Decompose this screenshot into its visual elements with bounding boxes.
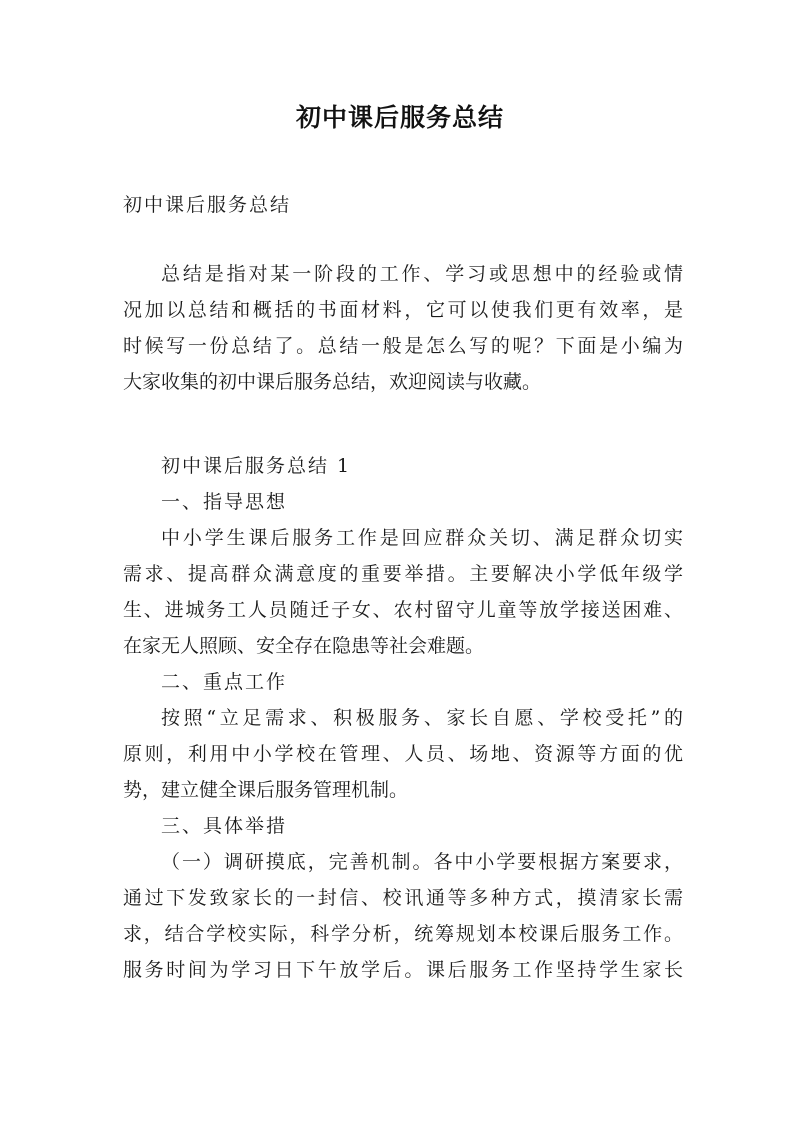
section-1 — [123, 448, 683, 988]
paragraph-line: 服务时间为学习日下午放学后。课后服务工作坚持学生家长 — [123, 959, 683, 981]
paragraph-line: 时候写一份总结了。总结一般是怎么写的呢？下面是小编为 — [123, 335, 683, 357]
heading-guiding-ideology: 一、指导思想 — [161, 491, 288, 513]
paragraph-line: 求，结合学校实际，科学分析，统筹规划本校课后服务工作。 — [123, 923, 683, 945]
paragraph-line: 通过下发致家长的一封信、校讯通等多种方式，摸清家长需 — [123, 887, 683, 909]
paragraph-line: （一）调研摸底，完善机制。各中小学要根据方案要求， — [161, 851, 683, 873]
paragraph-line: 大家收集的初中课后服务总结，欢迎阅读与收藏。 — [123, 371, 542, 393]
section-title: 初中课后服务总结 1 — [161, 455, 352, 477]
paragraph-line: 需求、提高群众满意度的重要举措。主要解决小学低年级学 — [123, 563, 683, 585]
heading-specific-measures: 三、具体举措 — [161, 815, 288, 837]
paragraph-line: 生、进城务工人员随迁子女、农村留守儿童等放学接送困难、 — [123, 599, 683, 621]
paragraph-line: 势，建立健全课后服务管理机制。 — [123, 779, 409, 801]
document-title: 初中课后服务总结 — [295, 103, 504, 132]
intro-paragraph — [123, 256, 683, 400]
paragraph-line: 总结是指对某一阶段的工作、学习或思想中的经验或情 — [161, 263, 683, 285]
paragraph-line: 按照“立足需求、积极服务、家长自愿、学校受托”的 — [161, 707, 683, 729]
paragraph-line: 中小学生课后服务工作是回应群众关切、满足群众切实 — [161, 527, 683, 549]
heading-key-work: 二、重点工作 — [161, 671, 288, 693]
paragraph-line: 况加以总结和概括的书面材料，它可以使我们更有效率，是 — [123, 299, 683, 321]
paragraph-line: 原则，利用中小学校在管理、人员、场地、资源等方面的优 — [123, 743, 683, 765]
document-subtitle: 初中课后服务总结 — [123, 194, 292, 216]
paragraph-line: 在家无人照顾、安全存在隐患等社会难题。 — [123, 635, 485, 657]
